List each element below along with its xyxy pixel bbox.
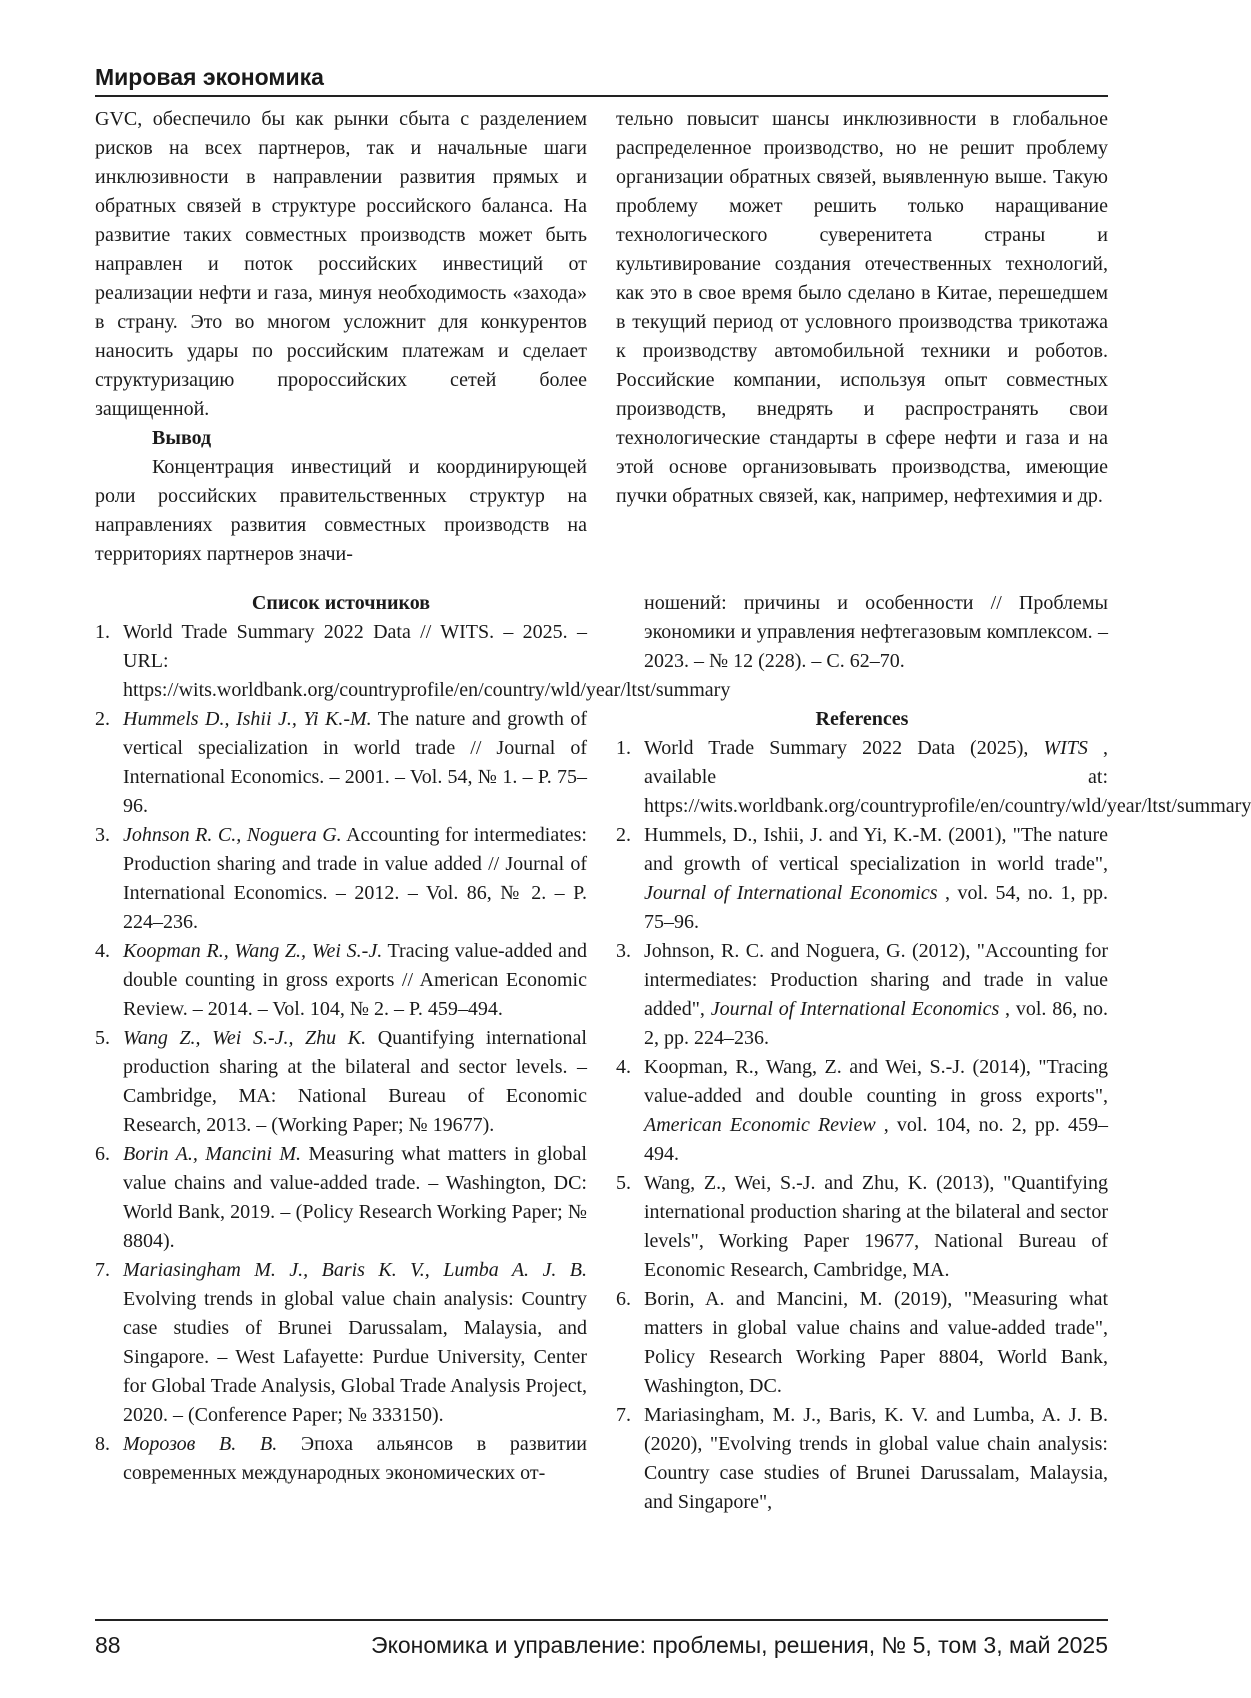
section-title: Мировая экономика <box>95 64 324 90</box>
reference-item: 1. World Trade Summary 2022 Data (2025), WITS , available at: https://wits.worldbank.org/countryprofile/en/country/wld/year/ltst/summary <box>616 737 1251 817</box>
conclusion-heading: Вывод <box>152 427 212 449</box>
source-item: 5. Wang Z., Wei S.-J., Zhu K. Quantifying international production sharing at the bilateral and sector levels. – Cambridge, MA: National Bureau of Economic Research, 2013. – (Working Paper; № 19677). <box>95 1027 587 1136</box>
body-paragraph: тельно повысит шансы инклюзивности в глобальное распределенное производство, но не решит проблему организации обратных связей, выявленную выше. Такую проблему может решить только наращивание технологического суверенитета страны и культивирование создания отечественных технологий, как это в свое время было сделано в Китае, перешедшем в текущий период от условного производства трикотажа к производству автомобильной техники и роботов. Российские компании, используя опыт совместных производств, внедрять и распространять свои технологические стандарты в сфере нефти и газа и на этой основе организовывать производства, имеющие пучки обратных связей, как, например, нефтехимия и др. <box>616 108 1108 507</box>
references-right-column <box>616 589 1251 1544</box>
journal-page <box>95 62 1251 1668</box>
references-list <box>616 734 1251 1517</box>
source-item: 2. Hummels D., Ishii J., Yi K.-M. The nature and growth of vertical specialization in world trade // Journal of International Economics. – 2001. – Vol. 54, № 1. – P. 75–96. <box>95 708 587 817</box>
footer-rule <box>95 1619 1108 1621</box>
reference-item: 5. Wang, Z., Wei, S.-J. and Zhu, K. (2013), "Quantifying international production sharing at the bilateral and sector levels", Working Paper 19677, National Bureau of Economic Research, Cambridge, MA. <box>616 1172 1108 1281</box>
sources-title: Список источников <box>251 592 431 614</box>
source-continuation: ношений: причины и особенности // Проблемы экономики и управления нефтегазовым комплексом. – 2023. – № 12 (228). – С. 62–70. <box>644 592 1108 672</box>
reference-item: 6. Borin, A. and Mancini, M. (2019), "Measuring what matters in global value chains and value-added trade", Policy Research Working Paper 8804, World Bank, Washington, DC. <box>616 1288 1108 1397</box>
reference-item: 3. Johnson, R. C. and Noguera, G. (2012), "Accounting for intermediates: Production sharing and trade in value added", Journal of International Economics , vol. 86, no. 2, pp. 224–236. <box>616 940 1109 1049</box>
sources-list <box>95 618 731 1488</box>
source-item: 1. World Trade Summary 2022 Data // WITS. – 2025. – URL: https://wits.worldbank.org/countryprofile/en/country/wld/year/ltst/summary <box>95 621 731 701</box>
references-section <box>95 589 1251 1544</box>
body-paragraph: Концентрация инвестиций и координирующей роли российских правительственных структур на направлениях развития совместных производств на территориях партнеров значи- <box>95 456 587 565</box>
reference-item: 7. Mariasingham, M. J., Baris, K. V. and Lumba, A. J. B. (2020), "Evolving trends in global value chain analysis: Country case studies of Brunei Darussalam, Malaysia, and Singapore", <box>616 1404 1108 1513</box>
body-left-column <box>95 105 587 571</box>
source-item: 4. Koopman R., Wang Z., Wei S.-J. Tracing value-added and double counting in gross exports // American Economic Review. – 2014. – Vol. 104, № 2. – P. 459–494. <box>95 940 587 1020</box>
page-number: 88 <box>95 1632 121 1658</box>
body-text <box>95 105 1108 571</box>
header-rule <box>95 95 1108 97</box>
journal-citation: Экономика и управление: проблемы, решения, № 5, том 3, май 2025 <box>371 1632 1108 1658</box>
source-item: 8. Морозов В. В. Эпоха альянсов в развитии современных международных экономических от- <box>95 1433 587 1484</box>
source-item: 3. Johnson R. C., Noguera G. Accounting for intermediates: Production sharing and trade in value added // Journal of International Economics. – 2012. – Vol. 86, № 2. – P. 224–236. <box>95 824 587 933</box>
body-right-column <box>616 105 1108 571</box>
reference-item: 4. Koopman, R., Wang, Z. and Wei, S.-J. (2014), "Tracing value-added and double counting in gross exports", American Economic Review , vol. 104, no. 2, pp. 459–494. <box>616 1056 1108 1165</box>
source-item: 7. Mariasingham M. J., Baris K. V., Lumba A. J. B. Evolving trends in global value chain analysis: Country case studies of Brunei Darussalam, Malaysia, and Singapore. – West Lafayette: Purdue University, Center for Global Trade Analysis, Global Trade Analysis Project, 2020. – (Conference Paper; № 333150). <box>95 1259 587 1426</box>
body-paragraph: GVC, обеспечило бы как рынки сбыта с разделением рисков на всех партнеров, так и начальные шаги инклюзивности в направлении развития прямых и обратных связей в структуре российского баланса. На развитие таких совместных производств может быть направлен и поток российских инвестиций от реализации нефти и газа, минуя необходимость «захода» в страну. Это во многом усложнит для конкурентов наносить удары по российским платежам и сделает структуризацию пророссийских сетей более защищенной. <box>95 108 587 420</box>
sources-left-column <box>95 589 731 1544</box>
reference-item: 2. Hummels, D., Ishii, J. and Yi, K.-M. (2001), "The nature and growth of vertical specialization in world trade", Journal of International Economics , vol. 54, no. 1, pp. 75–96. <box>616 824 1108 933</box>
source-item: 6. Borin A., Mancini M. Measuring what matters in global value chains and value-added trade. – Washington, DC: World Bank, 2019. – (Policy Research Working Paper; № 8804). <box>95 1143 587 1252</box>
references-title: References <box>815 708 909 730</box>
page-footer <box>95 1630 1108 1660</box>
